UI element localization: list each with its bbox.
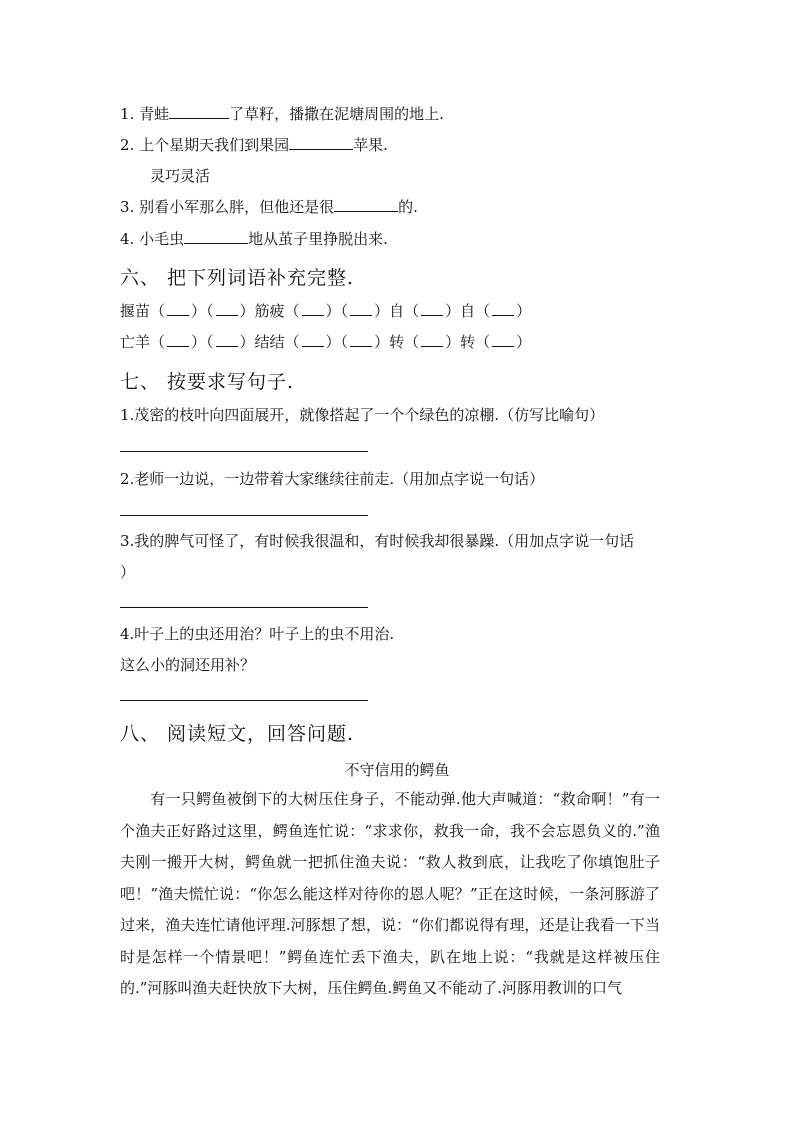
idiom-row-2 xyxy=(120,331,531,352)
s7-answer-line-4[interactable] xyxy=(120,700,368,701)
row2-blank-5[interactable] xyxy=(421,334,443,347)
row1-text-e: ）自（ xyxy=(374,302,420,320)
row1-blank-5[interactable] xyxy=(421,303,443,316)
row2-text-e: ）转（ xyxy=(374,333,420,351)
q1-blank[interactable] xyxy=(169,104,229,119)
s7-question-4-line2: 这么小的洞还用补？ xyxy=(120,656,256,674)
s7-question-3-line2: ） xyxy=(120,563,136,581)
q2-after: 苹果. xyxy=(353,136,388,154)
row1-text-d: ）（ xyxy=(325,302,349,320)
s7-question-2: 2.老师一边说，一边带着大家继续往前走.（用加点字说一句话） xyxy=(120,470,545,488)
s7-answer-line-3[interactable] xyxy=(120,607,368,608)
row2-text-c: ）结结（ xyxy=(239,333,300,351)
q1-before: 1. 青蛙 xyxy=(120,105,170,123)
row1-text-g: ） xyxy=(516,302,532,320)
row2-text-b: ）（ xyxy=(191,333,214,351)
q2-before: 2. 上个星期天我们到果园 xyxy=(120,136,290,154)
story-text: 有一只鳄鱼被倒下的大树压住身子，不能动弹.他大声喊道：“救命啊！”有一个渔夫正好路过这里，鳄鱼连忙说：“求求你，救我一命，我不会忘恩负义的.”渔夫刚一搬开大树，鳄鱼就一把抓住渔夫说：“救人救到底，让我吃了你填饱肚子吧！”渔夫慌忙说：“你怎么能这样对待你的恩人呢？”正在这时候，一条河豚游了过来，渔夫连忙请他评理.河豚想了想，说：“你们都说得有理，还是让我看一下当时是怎样一个情景吧！”鳄鱼连忙丢下渔夫，趴在地上说：“我就是这样被压住的.”河豚叫渔夫赶快放下大树，压住鳄鱼.鳄鱼又不能动了.河豚用教训的口气 xyxy=(120,790,660,997)
row2-blank-4[interactable] xyxy=(350,334,372,347)
row1-text-c: ）筋疲（ xyxy=(239,302,300,320)
row2-text-g: ） xyxy=(516,333,532,351)
story-paragraph xyxy=(120,784,660,1005)
row1-blank-3[interactable] xyxy=(302,303,324,316)
row2-blank-2[interactable] xyxy=(216,334,238,347)
q3-blank[interactable] xyxy=(334,197,398,212)
section7-heading: 七、 按要求写句子. xyxy=(120,371,295,393)
row1-text-f: ）自（ xyxy=(445,302,491,320)
s7-answer-line-1[interactable] xyxy=(120,451,368,452)
row1-text-b: ）（ xyxy=(191,302,214,320)
section6-heading: 六、 把下列词语补充完整. xyxy=(120,267,355,289)
row2-text-a: 亡羊（ xyxy=(120,333,166,351)
row2-text-d: ）（ xyxy=(325,333,349,351)
q3-before: 3. 别看小军那么胖，但他还是很 xyxy=(120,198,335,216)
fill-blank-q4 xyxy=(120,228,388,249)
q3-after: 的. xyxy=(398,198,418,216)
s7-question-3-line1: 3.我的脾气可怪了，有时候我很温和，有时候我却很暴躁.（用加点字说一句话 xyxy=(120,532,635,550)
row2-blank-6[interactable] xyxy=(492,334,514,347)
row1-blank-1[interactable] xyxy=(167,303,189,316)
fill-blank-q1 xyxy=(120,103,444,124)
s7-question-4-line1: 4.叶子上的虫还用治？叶子上的虫不用治. xyxy=(120,625,395,643)
row2-blank-1[interactable] xyxy=(167,334,189,347)
s7-answer-line-2[interactable] xyxy=(120,515,368,516)
row2-blank-3[interactable] xyxy=(302,334,324,347)
q2-blank[interactable] xyxy=(289,135,353,150)
q1-after: 了草籽，播撒在泥塘周围的地上. xyxy=(229,105,444,123)
q4-blank[interactable] xyxy=(184,229,248,244)
story-title: 不守信用的鳄鱼 xyxy=(344,761,450,779)
row1-blank-4[interactable] xyxy=(350,303,372,316)
q4-before: 4. 小毛虫 xyxy=(120,230,185,248)
word-group: 灵巧灵活 xyxy=(150,167,211,185)
fill-blank-q3 xyxy=(120,196,418,217)
row1-blank-2[interactable] xyxy=(216,303,238,316)
row1-blank-6[interactable] xyxy=(492,303,514,316)
q4-after: 地从茧子里挣脱出来. xyxy=(248,230,388,248)
section8-heading: 八、 阅读短文，回答问题. xyxy=(120,723,355,745)
idiom-row-1 xyxy=(120,300,531,321)
row2-text-f: ）转（ xyxy=(445,333,491,351)
s7-question-1: 1.茂密的枝叶向四面展开，就像搭起了一个个绿色的凉棚.（仿写比喻句） xyxy=(120,406,605,424)
row1-text-a: 揠苗（ xyxy=(120,302,166,320)
fill-blank-q2 xyxy=(120,134,388,155)
